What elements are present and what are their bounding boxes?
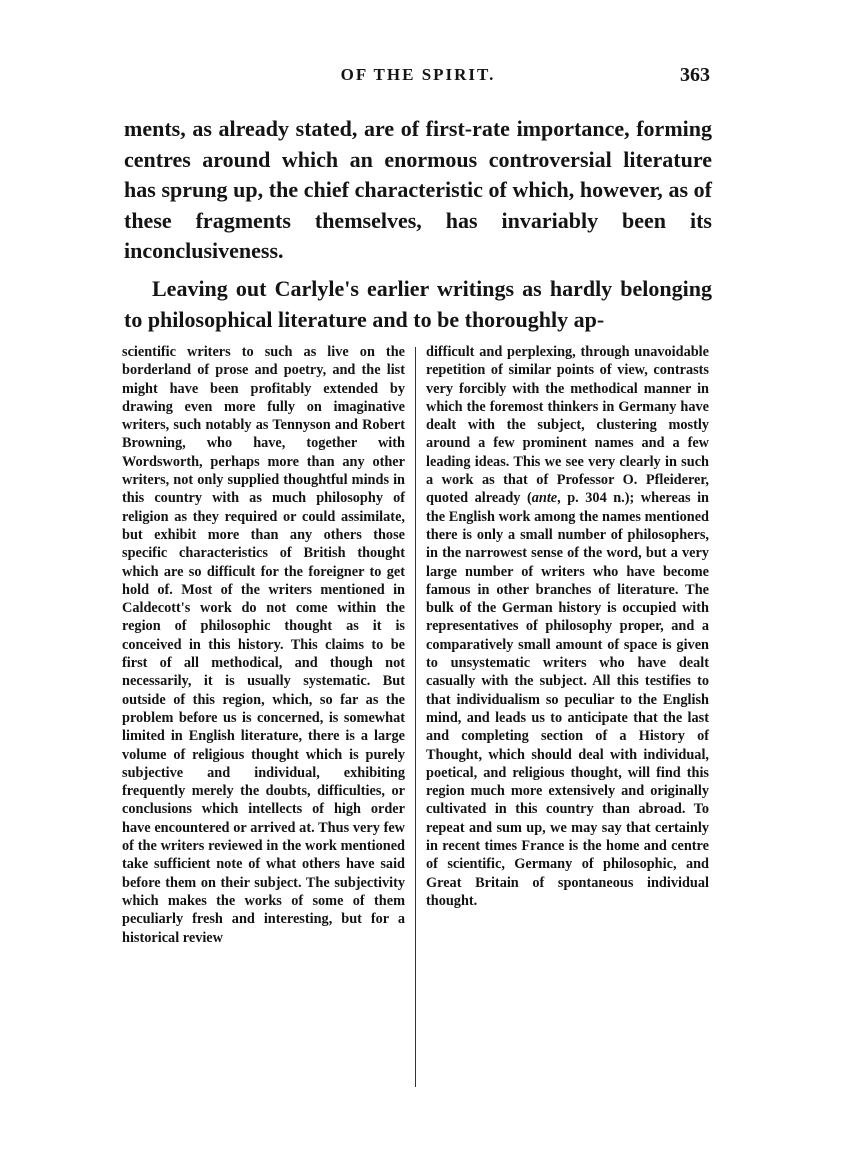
footnote-block: [122, 343, 712, 1088]
running-head: [124, 60, 712, 90]
main-text: [124, 114, 712, 335]
footnote-left-column: [122, 343, 405, 947]
main-paragraph-2: Leaving out Carlyle's earlier writings as hardly belonging to philosophical literature and to be thoroughly ap-: [124, 275, 712, 332]
footnote-right-text: [426, 343, 709, 910]
footnote-right-text-italic: ante: [531, 490, 558, 507]
running-title: OF THE SPIRIT.: [340, 65, 496, 84]
main-paragraph-1: ments, as already stated, are of first-rate importance, forming centres around which an enormous controversial literature has sprung up, the chief characteristic of which, however, as of these fragments themselves, has invariably been its inconclusiveness.: [124, 116, 712, 264]
footnote-right-text-part-2: , p. 304 n.); whereas in the English work among the names mentioned there is only a small number of philosophers, in the narrowest sense of the word, but a very large number of writers who have become famous in other branches of literature. The bulk of the German history is occupied with representatives of philosophy proper, and a comparatively small amount of space is given to unsystematic writers who have dealt casually with the subject. All this testifies to that individualism so peculiar to the English mind, and leads us to anticipate that the last and completing section of a History of Thought, which should deal with individual, poetical, and religious thought, will find this region much more extensively and originally cultivated in this country than abroad. To repeat and sum up, we may say that certainly in recent times France is the home and centre of scientific, Germany of philosophic, and Great Britain of spontaneous individual thought.: [426, 490, 710, 909]
footnote-right-column: [426, 343, 709, 910]
column-divider: [415, 347, 416, 1087]
footnote-left-text: scientific writers to such as live on the borderland of prose and poetry, and the list might have been profitably extended by drawing even more fully on imaginative writers, such notably as Tennyson and Robert Browning, who have, together with Wordsworth, perhaps more than any other writers, not only supplied thoughtful minds in this country with as much philosophy of religion as they required or could assimilate, but exhibit more than any others those specific characteristics of British thought which are so difficult for the foreigner to get hold of. Most of the writers mentioned in Caldecott's work do not come within the region of philosophic thought as it is conceived in this history. This claims to be first of all methodical, and though not necessarily, it is usually systematic. But outside of this region, which, so far as the problem before us is concerned, is somewhat limited in English literature, there is a large volume of religious thought which is purely subjective and individual, exhibiting frequently merely the doubts, difficulties, or conclusions which intellects of high order have encountered or arrived at. Thus very few of the writers reviewed in the work mentioned take sufficient note of what others have said before them on their subject. The subjectivity which makes the works of some of them peculiarly fresh and interesting, but for a historical review: [122, 344, 405, 946]
footnote-right-text-part-1: difficult and perplexing, through unavoidable repetition of similar points of view, contrasts very forcibly with the methodical manner in which the foremost thinkers in Germany have dealt with the subject, clustering mostly around a few prominent names and a few leading ideas. This we see very clearly in such a work as that of Professor O. Pfleiderer, quoted already (: [426, 344, 709, 507]
page-number: 363: [680, 64, 710, 86]
